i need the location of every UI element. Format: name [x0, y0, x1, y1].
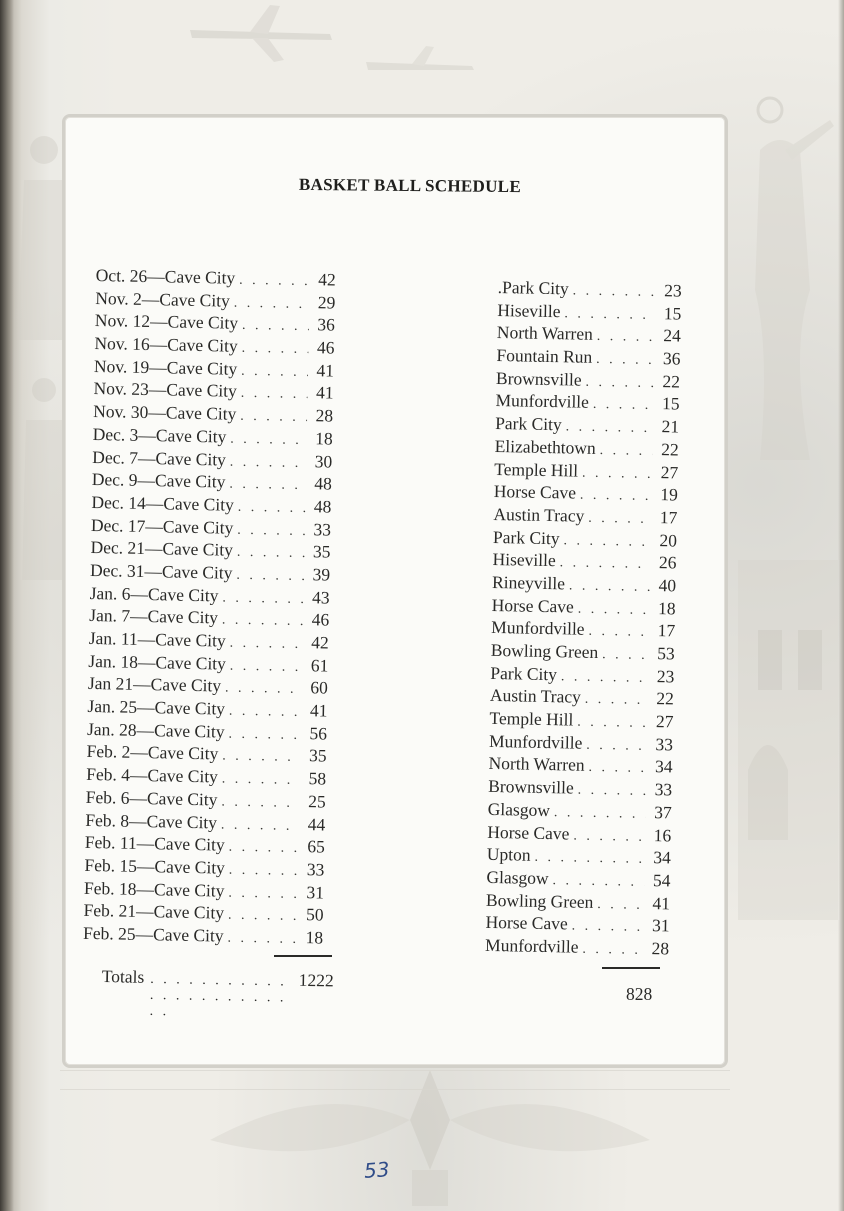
game-score: 36 — [317, 314, 336, 335]
game-score: 61 — [310, 654, 329, 676]
leader-dots — [580, 485, 652, 509]
leader-dots — [572, 280, 655, 304]
leader-dots — [237, 519, 305, 543]
game-label: Feb. 11—Cave City — [84, 832, 225, 855]
game-label: Park City — [492, 526, 560, 548]
game-score: 16 — [653, 824, 672, 845]
game-label: Dec. 9—Cave City — [91, 469, 226, 492]
leader-dots — [588, 757, 646, 781]
game-label: Feb. 15—Cave City — [84, 854, 226, 878]
game-label: Glasgow — [486, 866, 549, 888]
game-score: 46 — [311, 609, 330, 630]
game-score: 34 — [654, 756, 673, 777]
game-score: 18 — [315, 428, 333, 449]
game-label: Brownsville — [488, 776, 574, 798]
leader-dots — [228, 905, 298, 929]
leader-dots — [600, 440, 653, 464]
leader-dots — [586, 735, 647, 759]
game-label: Munfordville — [491, 617, 585, 640]
leader-dots — [578, 598, 650, 622]
game-label: Nov. 30—Cave City — [92, 401, 237, 424]
leader-dots — [559, 552, 650, 576]
game-score: 17 — [659, 507, 678, 528]
game-score: 25 — [308, 790, 326, 812]
game-score: 22 — [661, 438, 679, 460]
game-score: 27 — [655, 711, 674, 732]
game-label: Horse Cave — [485, 912, 568, 934]
leader-dots — [588, 508, 652, 532]
game-score: 41 — [652, 892, 671, 913]
leader-dots — [222, 587, 304, 611]
leader-dots — [229, 633, 303, 657]
binding-edge — [0, 0, 14, 1211]
game-label: Jan. 6—Cave City — [89, 582, 219, 606]
game-score: 46 — [316, 337, 335, 358]
game-score: 17 — [657, 620, 676, 641]
leader-dots — [571, 916, 643, 940]
footer-banner-band — [60, 1070, 730, 1090]
game-label: Feb. 4—Cave City — [86, 764, 219, 787]
leader-dots — [241, 383, 308, 407]
game-label: Park City — [490, 662, 558, 684]
game-label: Jan. 11—Cave City — [88, 627, 226, 651]
leader-dots — [230, 451, 307, 475]
game-score: 50 — [305, 904, 324, 925]
game-score: 35 — [312, 541, 331, 562]
game-score: 18 — [305, 927, 324, 948]
leader-dots — [582, 462, 653, 486]
game-score: 31 — [306, 881, 325, 903]
leader-dots — [236, 565, 304, 589]
leader-dots — [582, 939, 643, 963]
game-label: Temple Hill — [489, 707, 574, 730]
game-label: Horse Cave — [493, 481, 577, 503]
game-label: Dec. 3—Cave City — [92, 423, 227, 447]
game-score: 44 — [307, 813, 326, 835]
game-score: 41 — [309, 700, 328, 721]
game-score: 42 — [311, 632, 329, 653]
game-label: Jan. 7—Cave City — [89, 605, 219, 628]
game-score: 65 — [307, 836, 326, 857]
total-score-right: 828 — [626, 984, 653, 1004]
leader-dots — [585, 689, 649, 713]
game-score: 34 — [653, 847, 672, 868]
building-illustration — [728, 520, 844, 920]
leader-dots — [222, 610, 304, 634]
game-label: Rineyville — [491, 571, 566, 594]
game-label: Nov. 19—Cave City — [93, 355, 238, 379]
game-label: Elizabethtown — [494, 435, 596, 458]
game-label: Nov. 2—Cave City — [95, 287, 231, 311]
game-label: Oct. 26—Cave City — [95, 264, 236, 288]
handwritten-page-number: 53 — [363, 1157, 391, 1183]
airplane-illustration-small — [360, 40, 480, 90]
leader-dots — [237, 542, 305, 566]
game-label: Dec. 17—Cave City — [90, 514, 234, 538]
game-score: 22 — [656, 688, 675, 709]
game-score: 19 — [660, 484, 679, 505]
game-label: Austin Tracy — [489, 685, 582, 708]
game-score: 30 — [314, 450, 333, 472]
game-label: North Warren — [496, 322, 594, 345]
game-score: 15 — [663, 302, 682, 324]
game-label: Bowling Green — [485, 889, 594, 912]
game-score: 20 — [659, 529, 678, 551]
game-label: Feb. 8—Cave City — [85, 809, 218, 832]
game-score: 15 — [661, 393, 680, 414]
airplane-illustration — [180, 0, 340, 70]
leader-dots — [240, 406, 307, 430]
game-score: 41 — [316, 360, 335, 381]
game-label: Munfordville — [488, 730, 583, 753]
game-label: Hiseville — [492, 549, 556, 571]
leader-dots — [534, 847, 645, 872]
game-score: 43 — [311, 586, 330, 608]
game-label: Horse Cave — [487, 821, 570, 843]
total-rule-left — [274, 955, 332, 957]
game-score: 22 — [662, 370, 681, 392]
game-score: 40 — [658, 575, 677, 596]
game-score: 21 — [661, 416, 680, 437]
leader-dots — [241, 361, 308, 385]
leader-dots — [238, 497, 306, 521]
game-score: 48 — [313, 496, 332, 517]
game-label: Temple Hill — [494, 458, 579, 481]
game-score: 23 — [664, 280, 682, 301]
game-score: 56 — [309, 722, 328, 744]
game-score: 23 — [656, 665, 675, 687]
game-score: 18 — [657, 597, 676, 619]
leader-dots — [602, 644, 649, 668]
leader-dots — [569, 575, 651, 599]
game-score: 54 — [652, 869, 671, 891]
game-label: Feb. 21—Cave City — [83, 900, 225, 923]
leader-dots — [228, 882, 298, 906]
game-label: Nov. 12—Cave City — [94, 310, 239, 334]
game-label: Glasgow — [487, 798, 551, 820]
leader-dots — [221, 791, 300, 815]
leader-dots — [234, 292, 310, 316]
leader-dots — [230, 428, 307, 452]
leader-dots — [230, 655, 303, 679]
game-label: Feb. 2—Cave City — [86, 741, 219, 764]
leader-dots — [577, 712, 648, 736]
game-label: Dec. 14—Cave City — [91, 491, 235, 515]
game-label: Park City — [494, 413, 562, 435]
leader-dots — [593, 394, 654, 418]
opponent-scores-column — [485, 276, 682, 960]
game-label: Dec. 31—Cave City — [89, 559, 233, 583]
game-label: Fountain Run — [496, 345, 593, 367]
game-label: North Warren — [488, 753, 585, 776]
leader-dots — [597, 894, 644, 918]
game-score: 24 — [663, 325, 682, 346]
leader-dots — [229, 860, 299, 884]
game-score: 36 — [662, 348, 681, 369]
game-label: Upton — [486, 844, 531, 865]
game-score: 33 — [655, 733, 674, 755]
game-score: 31 — [651, 915, 670, 936]
leader-dots — [585, 371, 654, 395]
game-label: Dec. 7—Cave City — [92, 446, 227, 470]
game-score: 28 — [315, 405, 334, 426]
leader-dots — [229, 701, 302, 725]
game-label: Jan. 18—Cave City — [88, 650, 227, 674]
game-label: Dec. 21—Cave City — [90, 537, 234, 560]
game-label: Feb. 6—Cave City — [85, 786, 218, 810]
leader-dots — [596, 349, 655, 373]
game-score: 33 — [306, 859, 325, 880]
total-rule-right — [602, 967, 660, 969]
game-score: 60 — [310, 677, 329, 698]
leader-dots — [150, 972, 293, 1023]
leader-dots — [227, 928, 297, 952]
game-score: 33 — [654, 779, 673, 800]
game-score: 41 — [315, 382, 334, 404]
leader-dots — [573, 825, 645, 849]
game-score: 28 — [651, 938, 670, 959]
game-label: Hiseville — [497, 299, 561, 321]
leader-dots — [563, 530, 651, 554]
game-score: 42 — [318, 269, 336, 290]
game-score: 27 — [660, 461, 679, 482]
leader-dots — [228, 723, 301, 747]
game-label: Feb. 25—Cave City — [82, 922, 224, 946]
game-label: Brownsville — [495, 367, 582, 390]
total-score-left: 1222 — [298, 969, 334, 991]
leader-dots — [577, 780, 646, 804]
game-label: Bowling Green — [490, 639, 599, 662]
game-score: 48 — [314, 473, 333, 494]
game-label: Munfordville — [484, 934, 579, 957]
leader-dots — [221, 814, 300, 838]
game-label: Jan 21—Cave City — [87, 673, 222, 696]
game-score: 35 — [308, 745, 327, 766]
game-label: Munfordville — [495, 390, 590, 413]
totals-row-left — [101, 966, 334, 1023]
game-label: Nov. 16—Cave City — [94, 333, 238, 356]
page-title: BASKET BALL SCHEDULE — [298, 174, 522, 197]
game-label: Jan. 25—Cave City — [87, 695, 226, 719]
leader-dots — [242, 315, 309, 339]
leader-dots — [222, 746, 301, 770]
game-label: Nov. 23—Cave City — [93, 378, 238, 402]
game-score: 26 — [658, 552, 677, 573]
leader-dots — [597, 326, 655, 350]
totals-label: Totals — [101, 966, 145, 987]
game-score: 58 — [308, 768, 327, 789]
game-score: 29 — [317, 291, 336, 313]
leader-dots — [241, 338, 308, 362]
game-score: 33 — [313, 518, 332, 540]
leader-dots — [225, 678, 302, 702]
game-score: 53 — [657, 643, 675, 664]
game-label: Horse Cave — [491, 594, 575, 617]
statue-illustration — [740, 90, 840, 470]
leader-dots — [222, 769, 301, 793]
leader-dots — [229, 474, 306, 498]
leader-dots — [228, 837, 299, 861]
game-label: Feb. 18—Cave City — [83, 877, 225, 901]
leader-dots — [239, 270, 310, 294]
game-label: Jan. 28—Cave City — [86, 718, 225, 742]
game-score: 37 — [654, 801, 672, 823]
game-score: 39 — [312, 564, 331, 585]
game-label: Austin Tracy — [493, 503, 585, 526]
game-label: .Park City — [497, 276, 569, 299]
cave-city-scores-column — [83, 264, 336, 949]
